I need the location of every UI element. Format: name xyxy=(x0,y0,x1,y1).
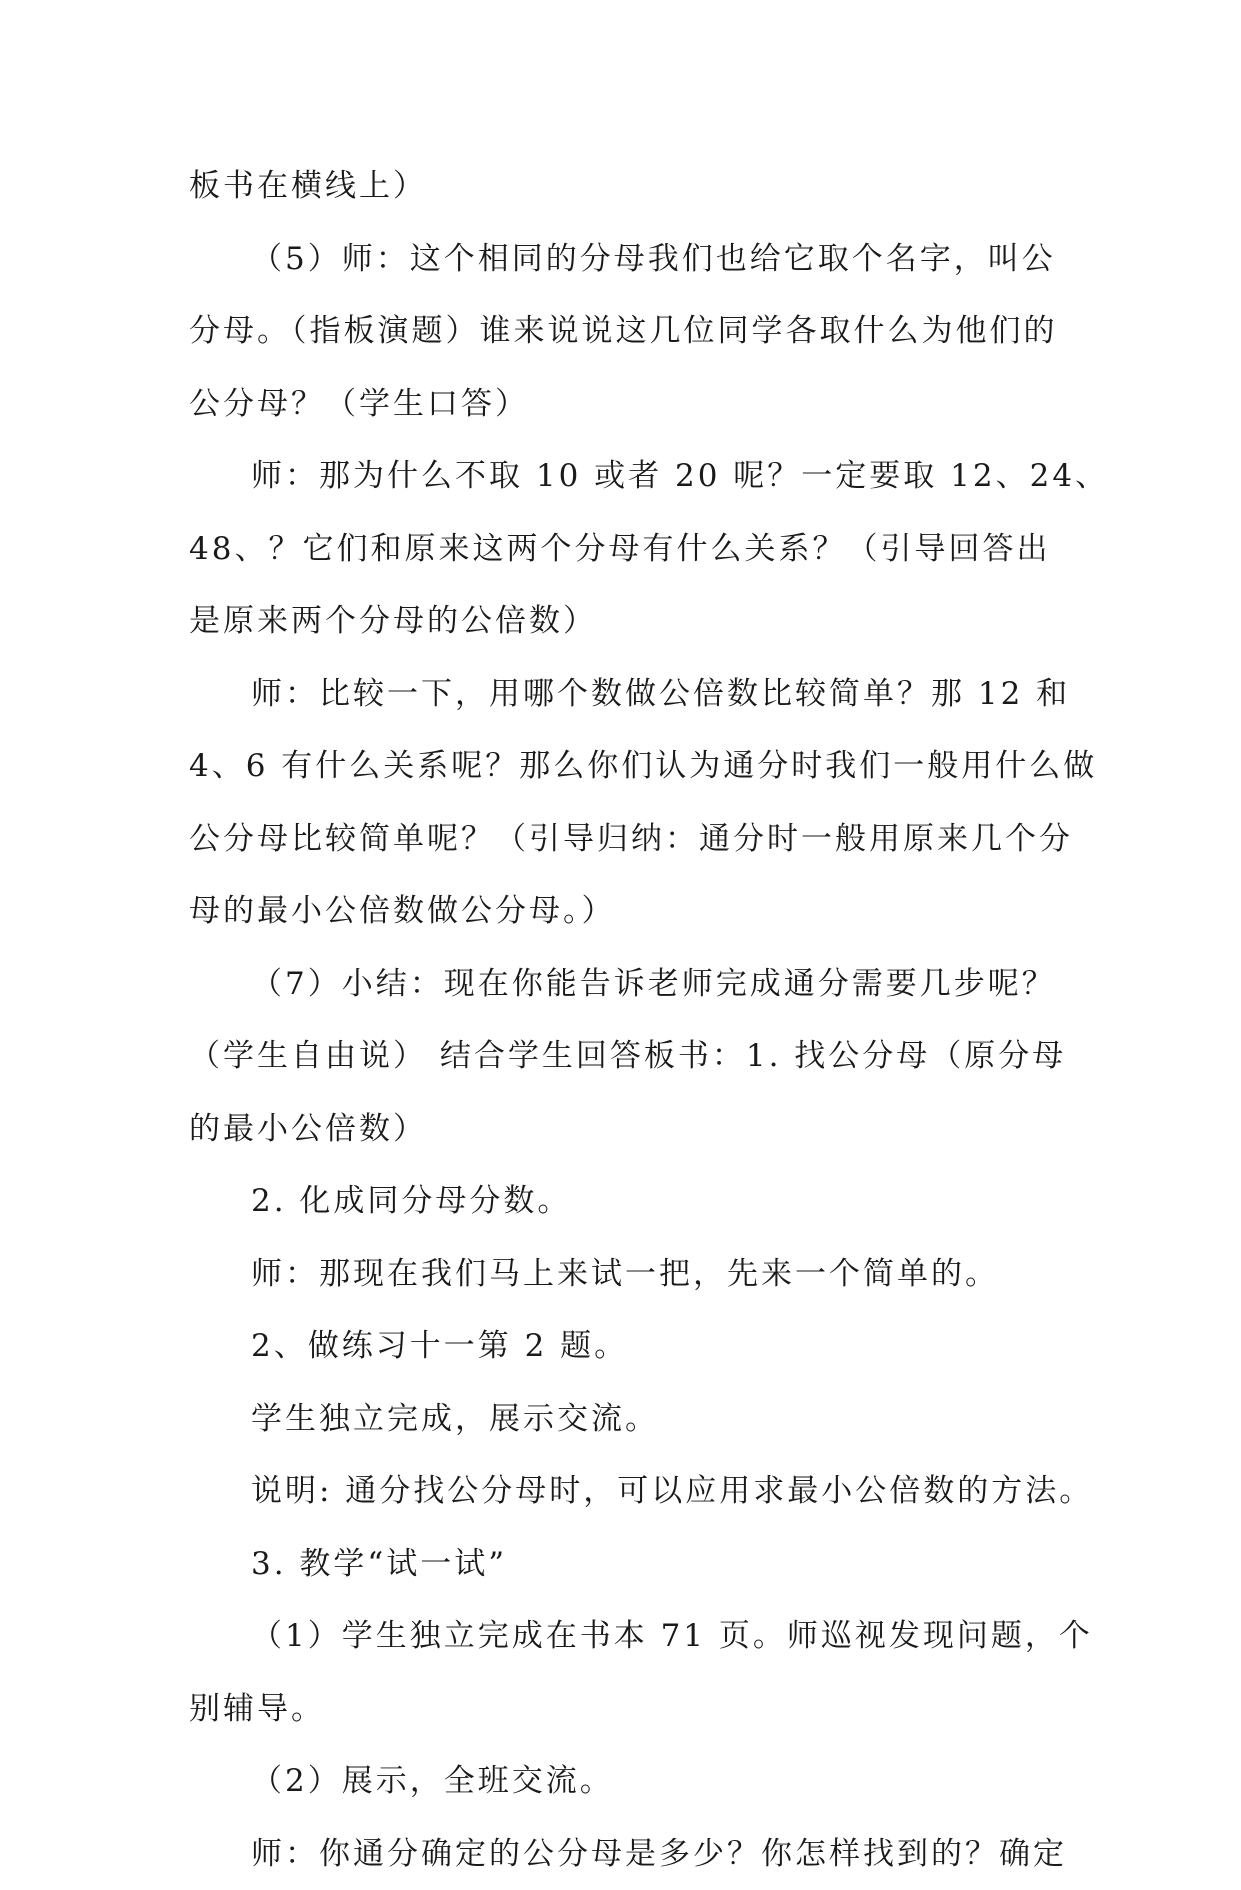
text-line-6: 48、？它们和原来这两个分母有什么关系？（引导回答出 xyxy=(189,513,1065,586)
text-line-9: 4、6 有什么关系呢？那么你们认为通分时我们一般用什么做 xyxy=(189,730,1065,803)
text-line-10: 公分母比较简单呢？（引导归纳：通分时一般用原来几个分 xyxy=(189,803,1065,876)
text-line-15: 2. 化成同分母分数。 xyxy=(189,1165,1065,1238)
text-line-1: 板书在横线上） xyxy=(189,150,1065,223)
text-line-18: 学生独立完成，展示交流。 xyxy=(189,1383,1065,1456)
text-line-13: （学生自由说） 结合学生回答板书：1. 找公分母（原分母 xyxy=(189,1020,1065,1093)
text-line-23: （2）展示，全班交流。 xyxy=(189,1745,1065,1818)
text-line-12: （7）小结：现在你能告诉老师完成通分需要几步呢？ xyxy=(189,948,1065,1021)
document-page xyxy=(189,150,1065,1890)
text-line-8: 师：比较一下，用哪个数做公倍数比较简单？那 12 和 xyxy=(189,658,1065,731)
text-line-7: 是原来两个分母的公倍数） xyxy=(189,585,1065,658)
text-line-11: 母的最小公倍数做公分母。） xyxy=(189,875,1065,948)
text-line-16: 师：那现在我们马上来试一把，先来一个简单的。 xyxy=(189,1238,1065,1311)
text-line-21: （1）学生独立完成在书本 71 页。师巡视发现问题，个 xyxy=(189,1600,1065,1673)
text-line-2: （5）师：这个相同的分母我们也给它取个名字，叫公 xyxy=(189,223,1065,296)
text-line-14: 的最小公倍数） xyxy=(189,1093,1065,1166)
text-line-19: 说明: 通分找公分母时，可以应用求最小公倍数的方法。 xyxy=(189,1455,1065,1528)
text-line-24: 师：你通分确定的公分母是多少？你怎样找到的？确定 xyxy=(189,1818,1065,1890)
text-line-4: 公分母？（学生口答） xyxy=(189,368,1065,441)
text-line-5: 师：那为什么不取 10 或者 20 呢？一定要取 12、24、 xyxy=(189,440,1065,513)
text-line-3: 分母。（指板演题）谁来说说这几位同学各取什么为他们的 xyxy=(189,295,1065,368)
text-line-17: 2、做练习十一第 2 题。 xyxy=(189,1310,1065,1383)
text-line-20: 3. 教学“试一试” xyxy=(189,1528,1065,1601)
text-line-22: 别辅导。 xyxy=(189,1673,1065,1746)
